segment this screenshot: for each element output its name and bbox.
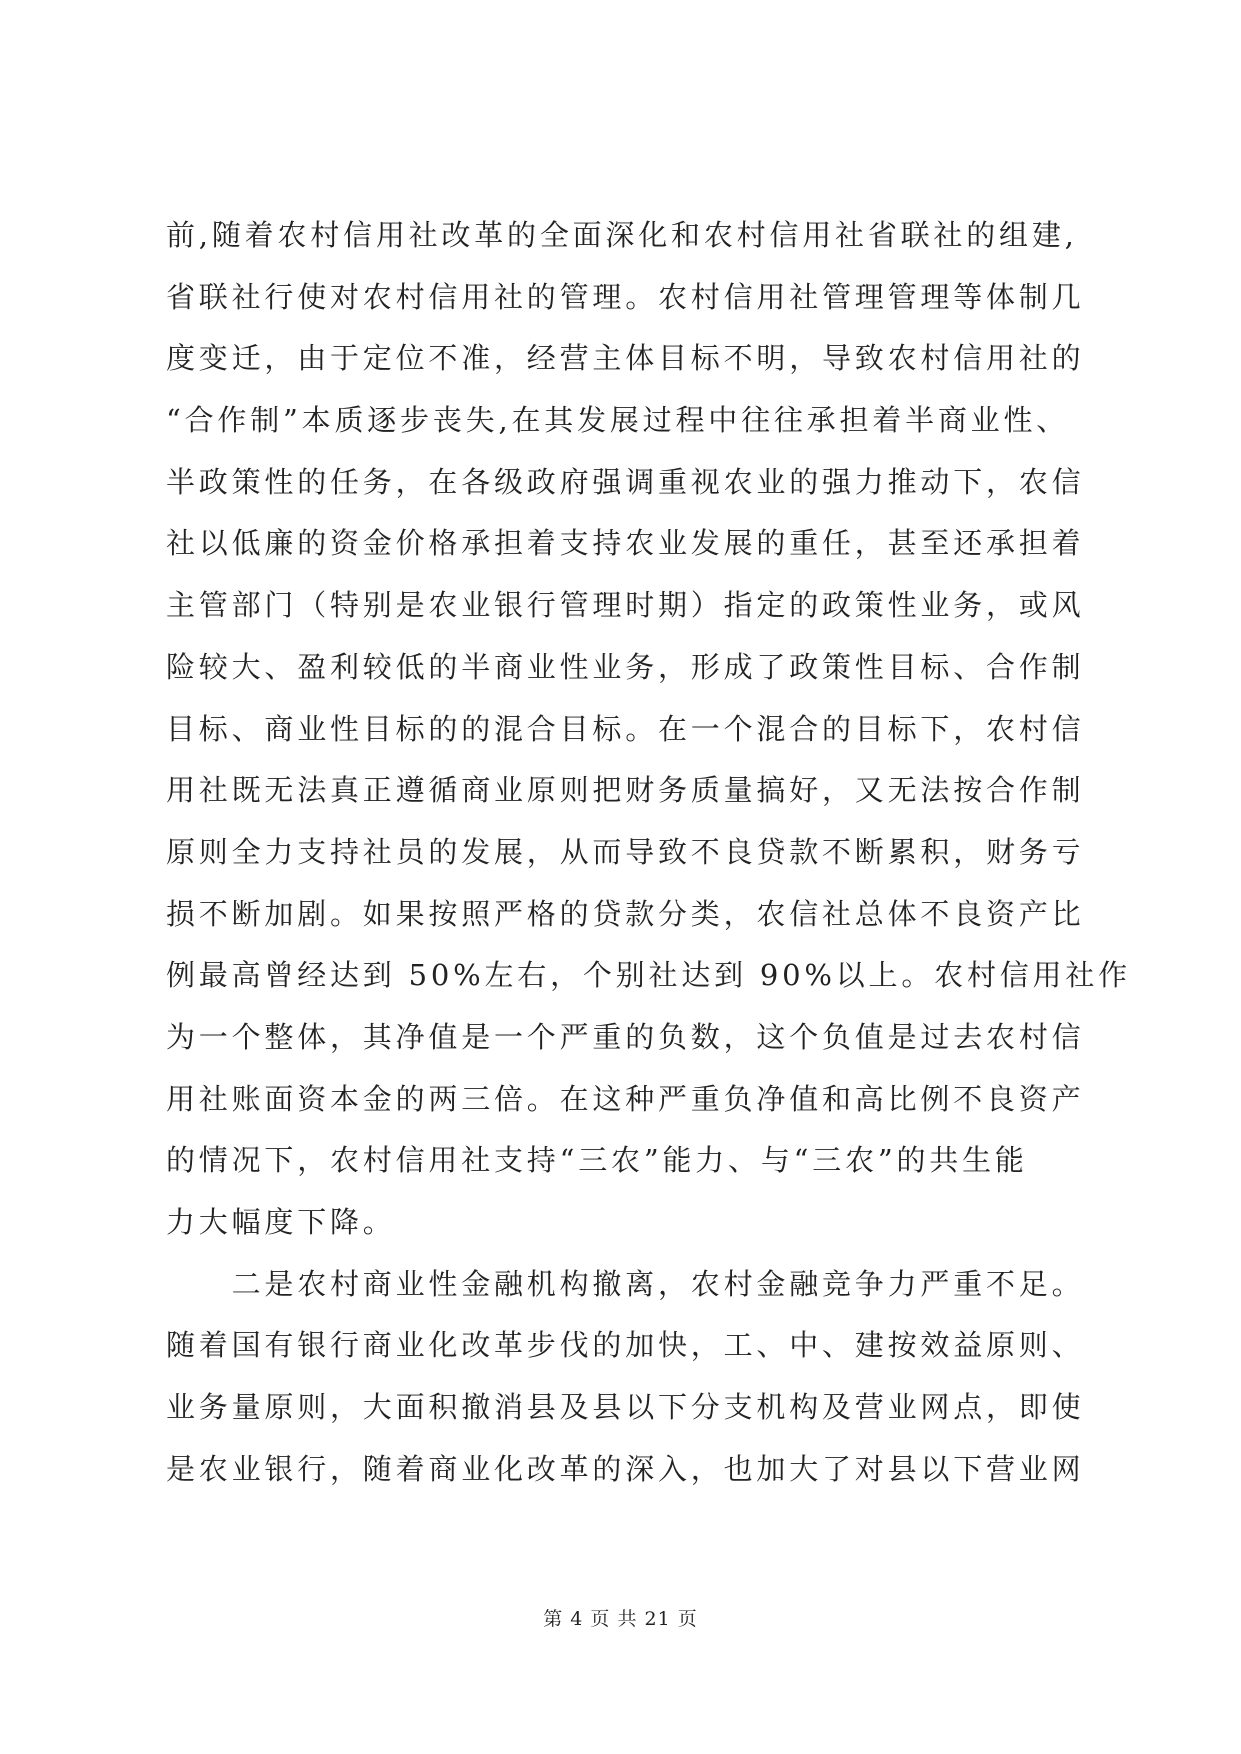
text-line: 是农业银行，随着商业化改革的深入，也加大了对县以下营业网 [166,1451,1085,1486]
text-line: 例最高曾经达到 50%左右，个别社达到 90%以上。农村信用社作 [166,958,1131,993]
text-line: 度变迁，由于定位不准，经营主体目标不明，导致农村信用社的 [166,341,1085,376]
text-line: 主管部门（特别是农业银行管理时期）指定的政策性业务，或风 [166,588,1085,623]
text-line: “合作制”本质逐步丧失,在其发展过程中往往承担着半商业性、 [166,403,1070,438]
text-line: 的情况下，农村信用社支持“三农”能力、与“三农”的共生能 [166,1143,1028,1178]
text-line: 目标、商业性目标的的混合目标。在一个混合的目标下，农村信 [166,711,1085,746]
paragraph-start-line: 二是农村商业性金融机构撤离，农村金融竞争力严重不足。 [166,1266,1085,1301]
text-line: 省联社行使对农村信用社的管理。农村信用社管理管理等体制几 [166,279,1085,314]
text-line: 用社账面资本金的两三倍。在这种严重负净值和高比例不良资产 [166,1081,1085,1116]
text-line: 损不断加剧。如果按照严格的贷款分类，农信社总体不良资产比 [166,896,1085,931]
text-line: 社以低廉的资金价格承担着支持农业发展的重任，甚至还承担着 [166,526,1085,561]
text-line: 半政策性的任务，在各级政府强调重视农业的强力推动下，农信 [166,464,1085,499]
text-line: 随着国有银行商业化改革步伐的加快，工、中、建按效益原则、 [166,1328,1085,1363]
body-text [166,205,1131,1500]
text-line: 业务量原则，大面积撤消县及县以下分支机构及营业网点，即使 [166,1390,1085,1425]
text-line: 险较大、盈利较低的半商业性业务，形成了政策性目标、合作制 [166,649,1085,684]
text-line: 用社既无法真正遵循商业原则把财务质量搞好，又无法按合作制 [166,773,1085,808]
text-line: 力大幅度下降。 [166,1205,396,1239]
text-line: 为一个整体，其净值是一个严重的负数，这个负值是过去农村信 [166,1019,1085,1054]
text-line: 前,随着农村信用社改革的全面深化和农村信用社省联社的组建, [166,218,1078,252]
page-number-footer: 第 4 页 共 21 页 [543,1608,698,1630]
text-line: 原则全力支持社员的发展，从而导致不良贷款不断累积，财务亏 [166,834,1085,869]
